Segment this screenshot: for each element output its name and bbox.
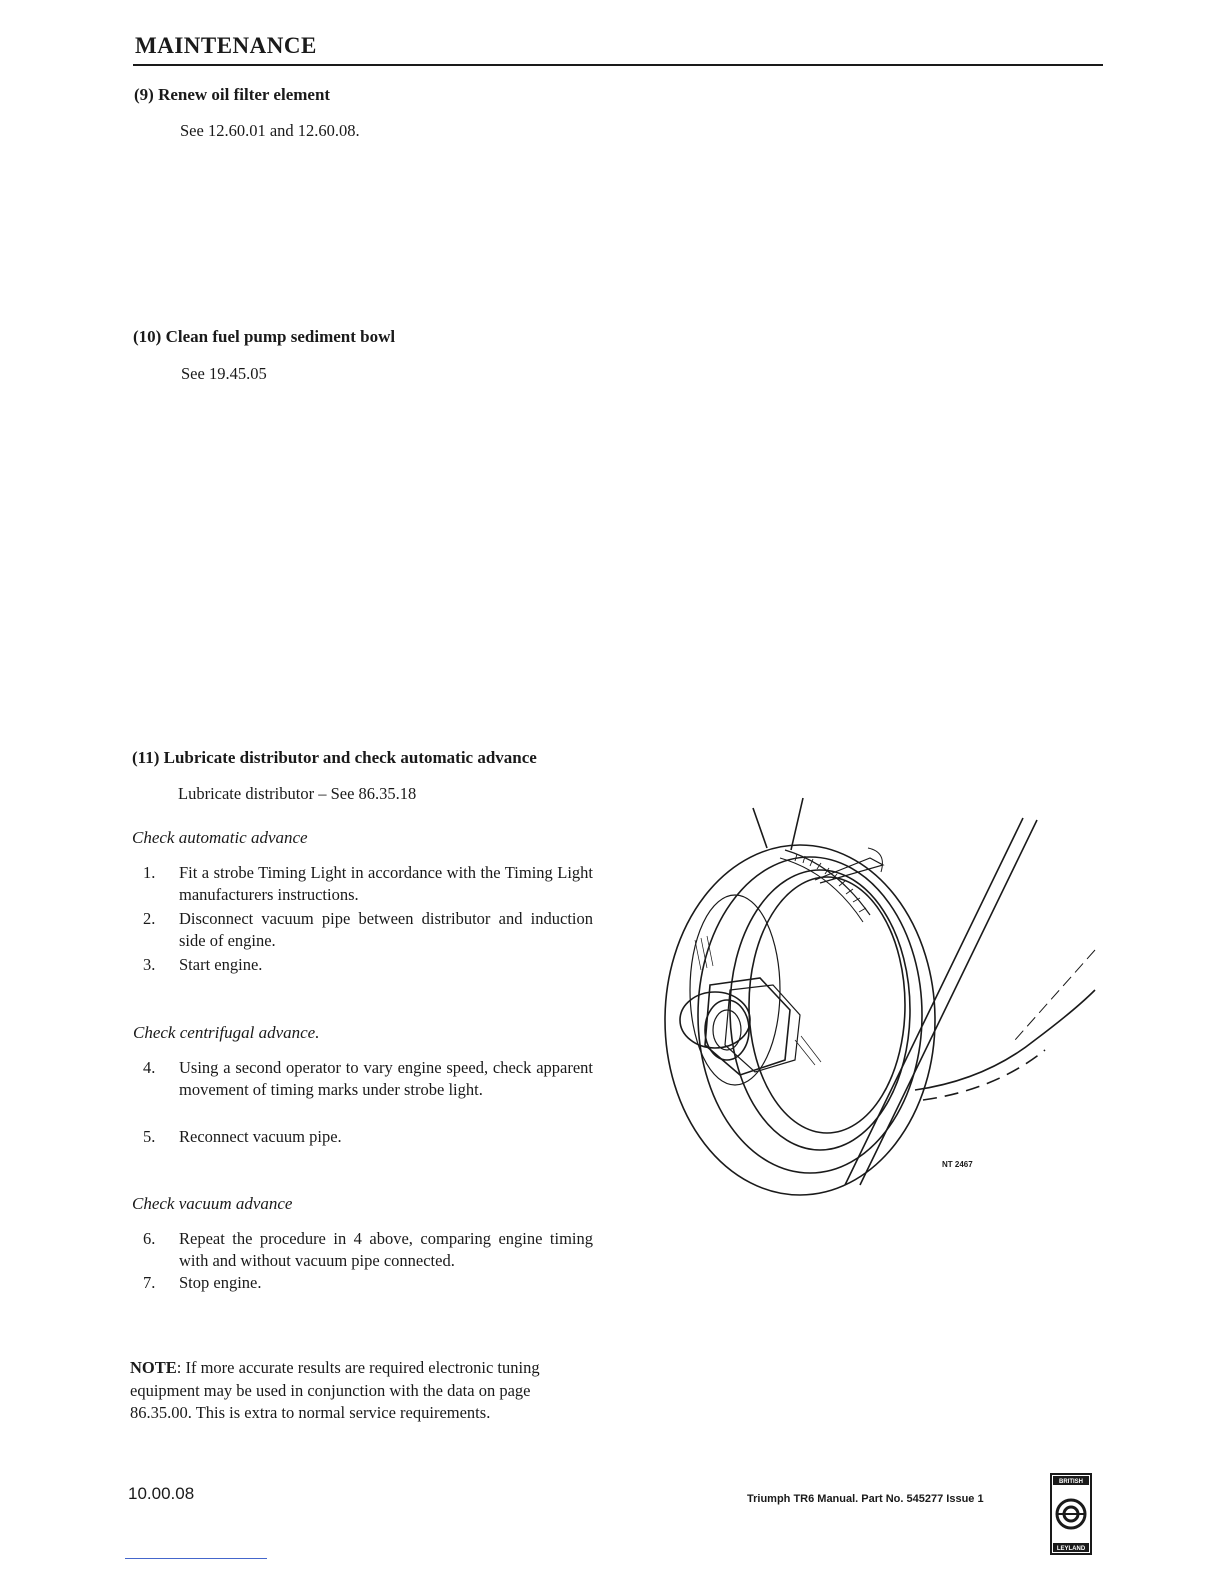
item-text: Using a second operator to vary engine speed, check apparent movement of timing marks under strobe light. bbox=[179, 1058, 593, 1099]
british-leyland-logo bbox=[1050, 1473, 1092, 1555]
item-number: 5. bbox=[143, 1127, 156, 1146]
item-number: 7. bbox=[143, 1273, 156, 1292]
section-9-title: (9) Renew oil filter element bbox=[134, 85, 331, 104]
header-rule bbox=[133, 64, 1103, 66]
item-number: 1. bbox=[143, 863, 156, 882]
section-9-text: See 12.60.01 and 12.60.08. bbox=[180, 121, 360, 140]
section-10-text: See 19.45.05 bbox=[181, 364, 267, 383]
centrifugal-advance-heading: Check centrifugal advance. bbox=[133, 1023, 320, 1042]
note-block: NOTE: If more accurate results are required electronic tuning equipment may be used in conjunction with the data on page 86.35.00. This is extra to normal service requirements. bbox=[130, 1358, 540, 1422]
vacuum-advance-heading: Check vacuum advance bbox=[132, 1194, 293, 1213]
section-11-text: Lubricate distributor – See 86.35.18 bbox=[178, 784, 417, 803]
item-text: Repeat the procedure in 4 above, comparing engine timing with and without vacuum pipe connected. bbox=[179, 1229, 593, 1270]
item-text: Fit a strobe Timing Light in accordance with the Timing Light manufacturers instructions. bbox=[179, 863, 593, 904]
bottom-link-rule bbox=[125, 1558, 267, 1559]
item-text: Start engine. bbox=[179, 955, 263, 974]
page-number: 10.00.08 bbox=[128, 1484, 195, 1503]
item-text: Reconnect vacuum pipe. bbox=[179, 1127, 342, 1146]
item-number: 3. bbox=[143, 955, 156, 974]
manual-reference: Triumph TR6 Manual. Part No. 545277 Issue 1 bbox=[747, 1493, 984, 1505]
item-number: 6. bbox=[143, 1229, 156, 1248]
page-title: MAINTENANCE bbox=[135, 33, 317, 58]
automatic-advance-heading: Check automatic advance bbox=[132, 828, 308, 847]
note-text: If more accurate results are required electronic tuning equipment may be used in conjunction with the data on page 86.35.00. This is extra to normal service requirements. bbox=[130, 1358, 540, 1422]
section-11-title: (11) Lubricate distributor and check automatic advance bbox=[132, 748, 537, 767]
note-label: NOTE bbox=[130, 1358, 177, 1377]
section-10-title: (10) Clean fuel pump sediment bowl bbox=[133, 327, 396, 346]
crankshaft-pulley-illustration bbox=[655, 790, 1105, 1200]
logo-top-text: BRITISH bbox=[1059, 1479, 1083, 1485]
item-text: Stop engine. bbox=[179, 1273, 262, 1292]
item-number: 2. bbox=[143, 909, 156, 928]
logo-bottom-text: LEYLAND bbox=[1056, 1546, 1086, 1552]
item-number: 4. bbox=[143, 1058, 156, 1077]
item-text: Disconnect vacuum pipe between distributor and induction side of engine. bbox=[179, 909, 593, 950]
figure-code: NT 2467 bbox=[942, 1160, 973, 1169]
